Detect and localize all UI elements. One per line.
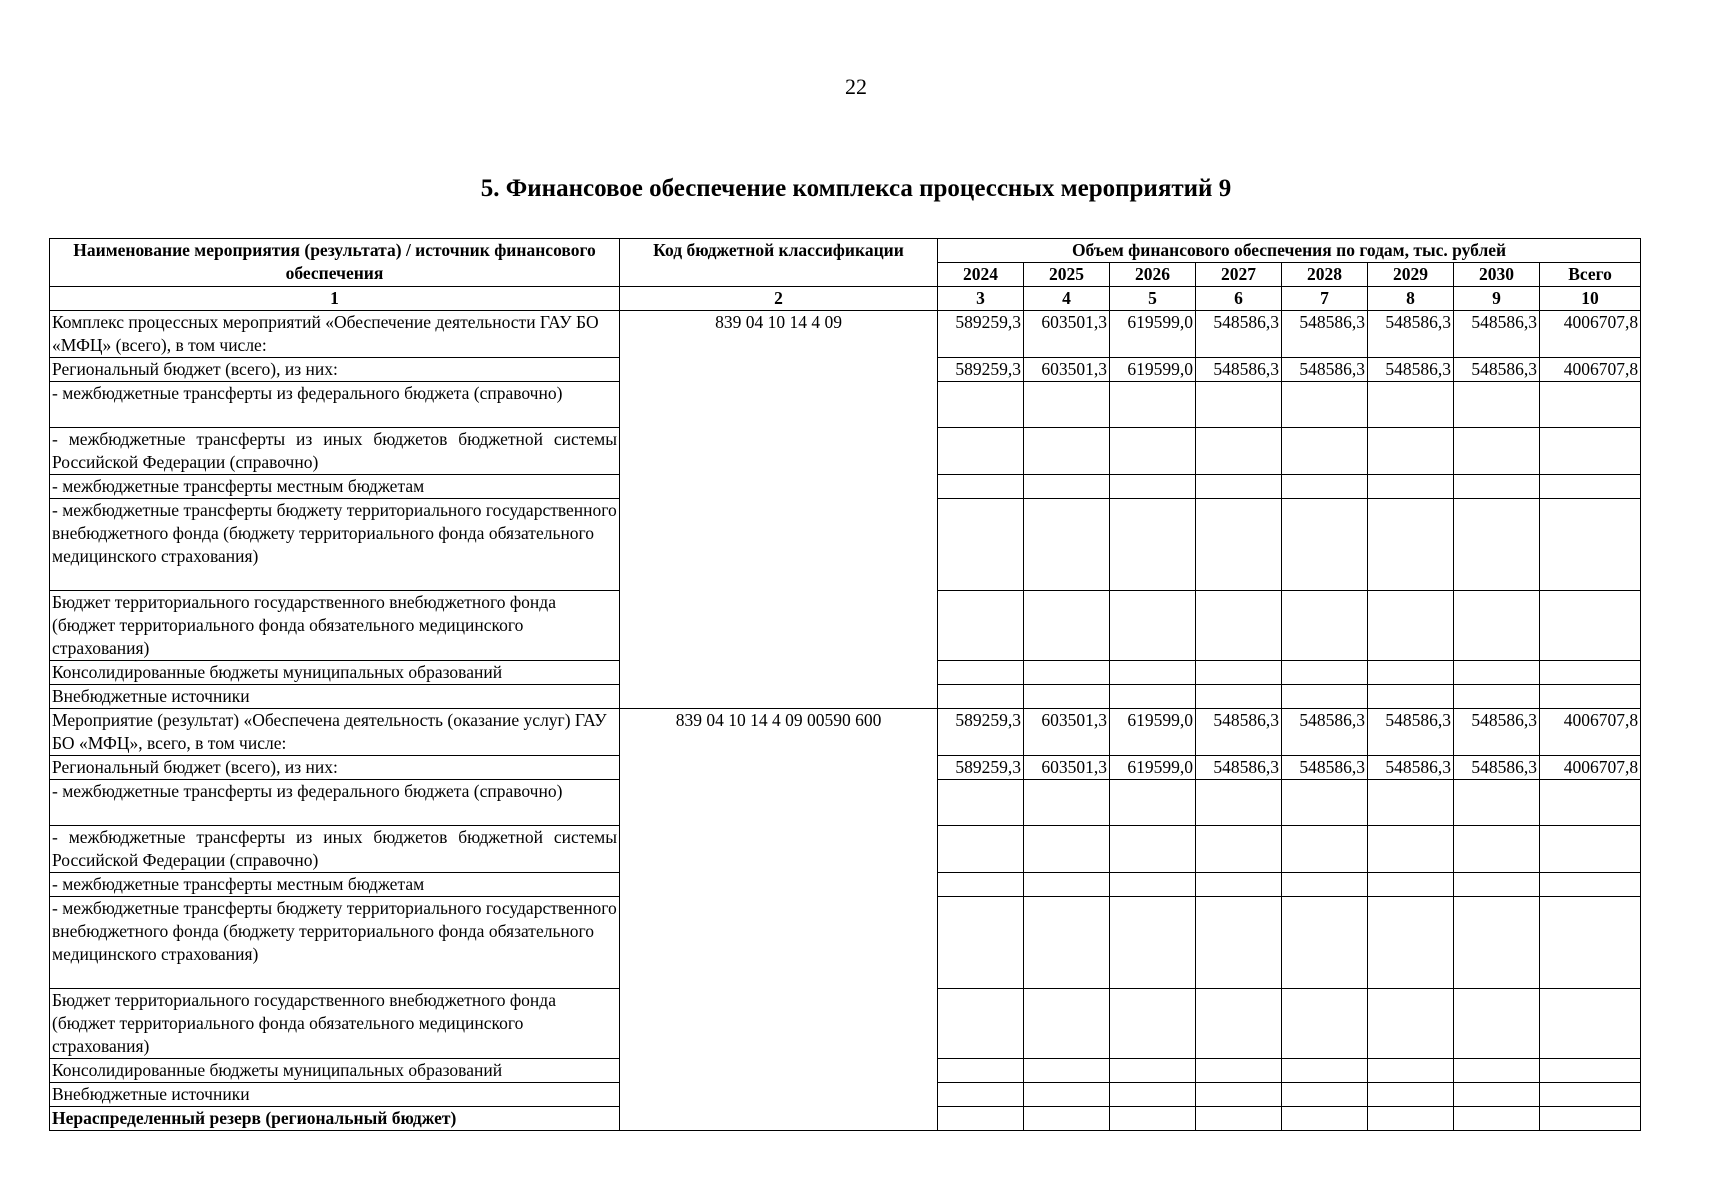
column-number: 4 (1024, 287, 1110, 311)
row-label: Региональный бюджет (всего), из них: (50, 756, 620, 780)
value-cell (1024, 1059, 1110, 1083)
row-label: - межбюджетные трансферты бюджету территориального государственного внебюджетного фонда (бюджету территориального фонда обязательного медицинского страхования) (50, 499, 620, 591)
value-cell (1454, 1059, 1540, 1083)
value-cell (938, 826, 1024, 873)
column-number: 3 (938, 287, 1024, 311)
value-cell: 548586,3 (1196, 756, 1282, 780)
table-row (50, 709, 1641, 756)
value-cell (1024, 780, 1110, 826)
value-cell (1282, 1107, 1368, 1131)
value-cell (1282, 661, 1368, 685)
reserve-label: Нераспределенный резерв (региональный бюджет) (50, 1107, 620, 1131)
total-cell (1540, 873, 1641, 897)
value-cell: 548586,3 (1282, 311, 1368, 358)
header-year: 2024 (938, 263, 1024, 287)
value-cell (1368, 1083, 1454, 1107)
header-total: Всего (1540, 263, 1641, 287)
value-cell: 548586,3 (1282, 756, 1368, 780)
value-cell (1368, 1059, 1454, 1083)
value-cell (1282, 591, 1368, 661)
value-cell (1282, 685, 1368, 709)
value-cell (1110, 685, 1196, 709)
value-cell (1024, 382, 1110, 428)
page-number: 22 (845, 74, 867, 99)
value-cell (1454, 382, 1540, 428)
column-number: 8 (1368, 287, 1454, 311)
value-cell (1110, 873, 1196, 897)
row-label: Консолидированные бюджеты муниципальных образований (50, 661, 620, 685)
value-cell: 548586,3 (1454, 311, 1540, 358)
value-cell (1110, 1107, 1196, 1131)
value-cell (938, 475, 1024, 499)
value-cell (1196, 661, 1282, 685)
value-cell (1282, 1059, 1368, 1083)
value-cell (1024, 499, 1110, 591)
value-cell (1282, 475, 1368, 499)
value-cell: 548586,3 (1368, 709, 1454, 756)
value-cell (1110, 897, 1196, 989)
value-cell (1368, 989, 1454, 1059)
value-cell (1196, 989, 1282, 1059)
value-cell (1196, 591, 1282, 661)
value-cell (1368, 661, 1454, 685)
value-cell (1024, 591, 1110, 661)
table-row (50, 311, 1641, 358)
budget-code: 839 04 10 14 4 09 00590 600 (620, 709, 938, 1131)
value-cell (938, 873, 1024, 897)
value-cell (1454, 1083, 1540, 1107)
value-cell (1454, 591, 1540, 661)
total-cell (1540, 661, 1641, 685)
value-cell (938, 499, 1024, 591)
column-number: 10 (1540, 287, 1641, 311)
value-cell (1368, 780, 1454, 826)
column-number: 1 (50, 287, 620, 311)
row-label: Бюджет территориального государственного внебюджетного фонда (бюджет территориального фонда обязательного медицинского страхования) (50, 989, 620, 1059)
value-cell (1454, 499, 1540, 591)
value-cell (1196, 428, 1282, 475)
value-cell (1282, 428, 1368, 475)
value-cell (1024, 428, 1110, 475)
header-year: 2025 (1024, 263, 1110, 287)
section-title: 5. Финансовое обеспечение комплекса процессных мероприятий 9 (480, 175, 1232, 202)
column-number: 7 (1282, 287, 1368, 311)
value-cell (1196, 382, 1282, 428)
value-cell (938, 780, 1024, 826)
row-label: - межбюджетные трансферты местным бюджетам (50, 873, 620, 897)
total-cell (1540, 826, 1641, 873)
value-cell: 548586,3 (1196, 311, 1282, 358)
row-label: Комплекс процессных мероприятий «Обеспечение деятельности ГАУ БО «МФЦ» (всего), в том числе: (50, 311, 620, 358)
value-cell (1024, 661, 1110, 685)
value-cell (1282, 382, 1368, 428)
value-cell: 548586,3 (1196, 358, 1282, 382)
header-year: 2030 (1454, 263, 1540, 287)
value-cell (1368, 1107, 1454, 1131)
value-cell: 548586,3 (1454, 756, 1540, 780)
value-cell: 548586,3 (1282, 709, 1368, 756)
value-cell (938, 382, 1024, 428)
total-cell (1540, 382, 1641, 428)
row-label: Внебюджетные источники (50, 1083, 620, 1107)
column-number: 2 (620, 287, 938, 311)
value-cell: 589259,3 (938, 358, 1024, 382)
column-numbers-row (50, 287, 1641, 311)
row-label: - межбюджетные трансферты местным бюджетам (50, 475, 620, 499)
budget-code: 839 04 10 14 4 09 (620, 311, 938, 709)
value-cell: 619599,0 (1110, 311, 1196, 358)
row-label: - межбюджетные трансферты из федерального бюджета (справочно) (50, 780, 620, 826)
value-cell (1024, 873, 1110, 897)
value-cell (1196, 780, 1282, 826)
value-cell (1282, 897, 1368, 989)
value-cell (1196, 826, 1282, 873)
column-number: 5 (1110, 287, 1196, 311)
total-cell (1540, 499, 1641, 591)
value-cell (938, 1107, 1024, 1131)
column-number: 6 (1196, 287, 1282, 311)
value-cell (1368, 873, 1454, 897)
value-cell (1110, 382, 1196, 428)
value-cell (1110, 989, 1196, 1059)
value-cell (1282, 780, 1368, 826)
value-cell (1368, 826, 1454, 873)
total-cell (1540, 780, 1641, 826)
total-cell: 4006707,8 (1540, 756, 1641, 780)
row-label: Внебюджетные источники (50, 685, 620, 709)
header-year: 2028 (1282, 263, 1368, 287)
value-cell (1196, 1083, 1282, 1107)
total-cell: 4006707,8 (1540, 358, 1641, 382)
value-cell (1282, 1083, 1368, 1107)
value-cell (1024, 1083, 1110, 1107)
header-name: Наименование мероприятия (результата) / источник финансового обеспечения (50, 239, 620, 287)
value-cell: 589259,3 (938, 709, 1024, 756)
value-cell: 619599,0 (1110, 756, 1196, 780)
value-cell (1454, 873, 1540, 897)
row-label: - межбюджетные трансферты из иных бюджетов бюджетной системы Российской Федерации (справочно) (50, 428, 620, 475)
value-cell (1110, 591, 1196, 661)
value-cell (1282, 989, 1368, 1059)
row-label: - межбюджетные трансферты из федерального бюджета (справочно) (50, 382, 620, 428)
header-year: 2027 (1196, 263, 1282, 287)
value-cell: 548586,3 (1196, 709, 1282, 756)
value-cell: 589259,3 (938, 756, 1024, 780)
value-cell (1110, 1059, 1196, 1083)
value-cell (1454, 780, 1540, 826)
row-label: - межбюджетные трансферты из иных бюджетов бюджетной системы Российской Федерации (справочно) (50, 826, 620, 873)
total-cell: 4006707,8 (1540, 311, 1641, 358)
value-cell (938, 591, 1024, 661)
value-cell (1368, 591, 1454, 661)
value-cell (938, 428, 1024, 475)
value-cell (1454, 989, 1540, 1059)
value-cell: 589259,3 (938, 311, 1024, 358)
value-cell (1196, 1107, 1282, 1131)
value-cell (1110, 475, 1196, 499)
total-cell (1540, 685, 1641, 709)
header-year: 2026 (1110, 263, 1196, 287)
value-cell (1196, 897, 1282, 989)
value-cell (938, 1059, 1024, 1083)
row-label: Региональный бюджет (всего), из них: (50, 358, 620, 382)
total-cell (1540, 428, 1641, 475)
value-cell (1454, 428, 1540, 475)
row-label: Бюджет территориального государственного внебюджетного фонда (бюджет территориального фонда обязательного медицинского страхования) (50, 591, 620, 661)
value-cell (1024, 685, 1110, 709)
row-label: Мероприятие (результат) «Обеспечена деятельность (оказание услуг) ГАУ БО «МФЦ», всего, в том числе: (50, 709, 620, 756)
value-cell (1024, 989, 1110, 1059)
value-cell: 548586,3 (1368, 358, 1454, 382)
header-row (50, 239, 1641, 263)
value-cell (1368, 499, 1454, 591)
value-cell (1368, 897, 1454, 989)
value-cell: 548586,3 (1368, 311, 1454, 358)
value-cell (1540, 1107, 1641, 1131)
value-cell: 603501,3 (1024, 756, 1110, 780)
row-label: - межбюджетные трансферты бюджету территориального государственного внебюджетного фонда (бюджету территориального фонда обязательного медицинского страхования) (50, 897, 620, 989)
financial-table (49, 238, 1641, 1131)
value-cell: 548586,3 (1454, 709, 1540, 756)
value-cell: 548586,3 (1454, 358, 1540, 382)
row-label: Консолидированные бюджеты муниципальных образований (50, 1059, 620, 1083)
value-cell (1454, 826, 1540, 873)
value-cell (1454, 475, 1540, 499)
value-cell (1368, 685, 1454, 709)
value-cell: 619599,0 (1110, 709, 1196, 756)
total-cell (1540, 475, 1641, 499)
value-cell (1368, 428, 1454, 475)
value-cell (1196, 499, 1282, 591)
value-cell (938, 1083, 1024, 1107)
value-cell (1196, 1059, 1282, 1083)
value-cell (1282, 499, 1368, 591)
value-cell (1110, 661, 1196, 685)
total-cell: 4006707,8 (1540, 709, 1641, 756)
header-year: 2029 (1368, 263, 1454, 287)
value-cell (1110, 428, 1196, 475)
header-volume: Объем финансового обеспечения по годам, тыс. рублей (938, 239, 1641, 263)
value-cell: 548586,3 (1368, 756, 1454, 780)
value-cell (1368, 382, 1454, 428)
value-cell: 619599,0 (1110, 358, 1196, 382)
value-cell (1282, 826, 1368, 873)
value-cell (1110, 826, 1196, 873)
value-cell (1282, 873, 1368, 897)
value-cell (1024, 475, 1110, 499)
total-cell (1540, 897, 1641, 989)
value-cell (1454, 897, 1540, 989)
total-cell (1540, 591, 1641, 661)
value-cell: 603501,3 (1024, 311, 1110, 358)
value-cell (938, 685, 1024, 709)
value-cell (1196, 475, 1282, 499)
value-cell (1196, 873, 1282, 897)
value-cell (938, 661, 1024, 685)
value-cell (1110, 499, 1196, 591)
header-code: Код бюджетной классификации (620, 239, 938, 287)
value-cell (938, 897, 1024, 989)
value-cell (1196, 685, 1282, 709)
value-cell: 603501,3 (1024, 709, 1110, 756)
value-cell (1454, 661, 1540, 685)
value-cell: 603501,3 (1024, 358, 1110, 382)
value-cell (1024, 897, 1110, 989)
value-cell (1110, 780, 1196, 826)
value-cell (1110, 1083, 1196, 1107)
total-cell (1540, 989, 1641, 1059)
value-cell (1454, 685, 1540, 709)
value-cell (1024, 826, 1110, 873)
value-cell (1368, 475, 1454, 499)
value-cell (938, 989, 1024, 1059)
value-cell: 548586,3 (1282, 358, 1368, 382)
value-cell (1454, 1107, 1540, 1131)
total-cell (1540, 1059, 1641, 1083)
column-number: 9 (1454, 287, 1540, 311)
total-cell (1540, 1083, 1641, 1107)
value-cell (1024, 1107, 1110, 1131)
